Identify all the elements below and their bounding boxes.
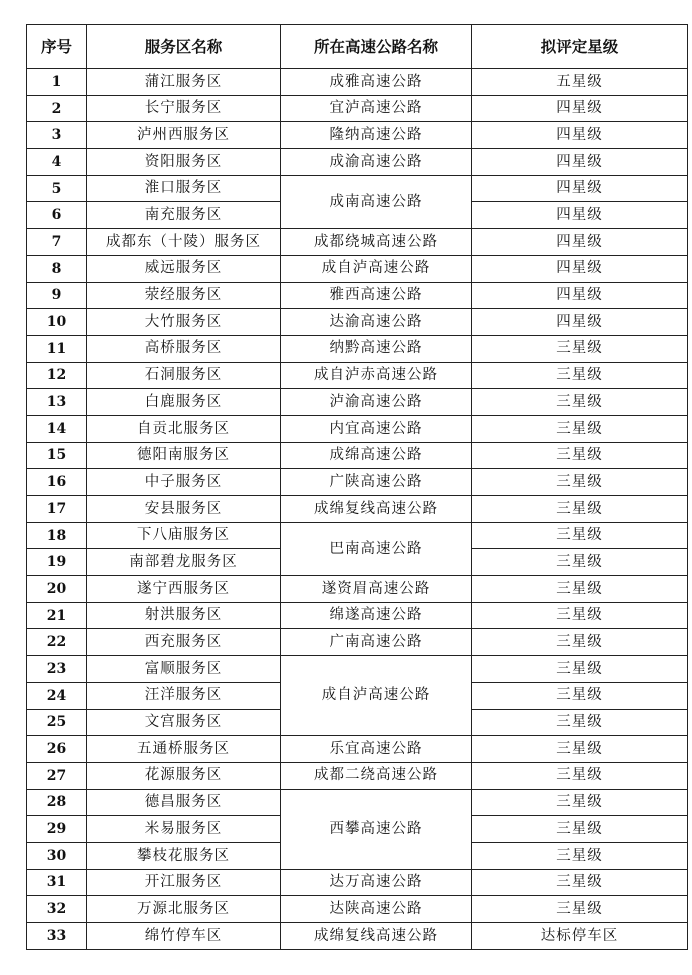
star-level: 四星级 [472,255,688,282]
service-area-name: 泸州西服务区 [87,122,281,149]
row-number: 19 [27,549,87,576]
highway-name: 广南高速公路 [281,629,472,656]
star-level: 三星级 [472,522,688,549]
star-level: 四星级 [472,309,688,336]
star-level: 三星级 [472,469,688,496]
row-number: 11 [27,335,87,362]
row-number: 14 [27,415,87,442]
highway-name: 泸渝高速公路 [281,389,472,416]
table-row [27,789,688,816]
table-row [27,389,688,416]
row-number: 30 [27,842,87,869]
table-row [27,656,688,683]
star-level: 三星级 [472,896,688,923]
service-area-name: 石洞服务区 [87,362,281,389]
star-level: 三星级 [472,789,688,816]
highway-name: 成自泸赤高速公路 [281,362,472,389]
highway-name: 纳黔高速公路 [281,335,472,362]
service-area-name: 中子服务区 [87,469,281,496]
highway-name: 成雅高速公路 [281,69,472,96]
highway-name: 达陕高速公路 [281,896,472,923]
service-area-name: 汪洋服务区 [87,682,281,709]
table-row [27,69,688,96]
row-number: 28 [27,789,87,816]
highway-name: 乐宜高速公路 [281,736,472,763]
row-number: 2 [27,95,87,122]
table-row [27,736,688,763]
highway-name: 成绵高速公路 [281,442,472,469]
service-area-name: 德昌服务区 [87,789,281,816]
service-area-name: 米易服务区 [87,816,281,843]
service-area-name: 花源服务区 [87,762,281,789]
highway-name: 成都二绕高速公路 [281,762,472,789]
service-area-name: 绵竹停车区 [87,923,281,950]
table-row [27,415,688,442]
table-row [27,309,688,336]
star-level: 三星级 [472,842,688,869]
table-row [27,522,688,549]
highway-name: 隆纳高速公路 [281,122,472,149]
star-level: 三星级 [472,415,688,442]
table-row [27,149,688,176]
service-area-name: 万源北服务区 [87,896,281,923]
table-row [27,229,688,256]
service-area-name: 文宫服务区 [87,709,281,736]
highway-name: 绵遂高速公路 [281,602,472,629]
table-row [27,469,688,496]
star-level: 四星级 [472,149,688,176]
service-area-name: 资阳服务区 [87,149,281,176]
service-area-name: 大竹服务区 [87,309,281,336]
star-level: 四星级 [472,282,688,309]
row-number: 26 [27,736,87,763]
service-area-name: 南充服务区 [87,202,281,229]
table-body [27,69,688,950]
table-row [27,602,688,629]
row-number: 32 [27,896,87,923]
star-level: 三星级 [472,576,688,603]
table-row [27,122,688,149]
header-service-area-name: 服务区名称 [87,25,281,69]
highway-name: 遂资眉高速公路 [281,576,472,603]
service-area-name: 下八庙服务区 [87,522,281,549]
table-row [27,629,688,656]
service-area-name: 荥经服务区 [87,282,281,309]
star-level: 达标停车区 [472,923,688,950]
row-number: 15 [27,442,87,469]
service-area-name: 德阳南服务区 [87,442,281,469]
highway-name: 达万高速公路 [281,869,472,896]
table-row [27,576,688,603]
row-number: 20 [27,576,87,603]
service-area-name: 白鹿服务区 [87,389,281,416]
service-area-name: 南部碧龙服务区 [87,549,281,576]
row-number: 18 [27,522,87,549]
row-number: 9 [27,282,87,309]
star-level: 四星级 [472,202,688,229]
row-number: 8 [27,255,87,282]
row-number: 29 [27,816,87,843]
row-number: 22 [27,629,87,656]
star-level: 三星级 [472,682,688,709]
row-number: 25 [27,709,87,736]
star-level: 三星级 [472,869,688,896]
service-area-name: 五通桥服务区 [87,736,281,763]
row-number: 1 [27,69,87,96]
row-number: 7 [27,229,87,256]
star-level: 三星级 [472,656,688,683]
highway-name: 广陕高速公路 [281,469,472,496]
row-number: 4 [27,149,87,176]
service-area-name: 遂宁西服务区 [87,576,281,603]
row-number: 5 [27,175,87,202]
row-number: 27 [27,762,87,789]
star-level: 三星级 [472,602,688,629]
row-number: 31 [27,869,87,896]
star-level: 四星级 [472,175,688,202]
service-area-name: 西充服务区 [87,629,281,656]
table-row [27,896,688,923]
row-number: 16 [27,469,87,496]
header-no: 序号 [27,25,87,69]
star-level: 三星级 [472,362,688,389]
service-area-name: 长宁服务区 [87,95,281,122]
highway-name: 成自泸高速公路 [281,656,472,736]
service-area-name: 淮口服务区 [87,175,281,202]
highway-name: 西攀高速公路 [281,789,472,869]
service-area-name: 蒲江服务区 [87,69,281,96]
star-level: 四星级 [472,95,688,122]
table-row [27,762,688,789]
table-row [27,175,688,202]
star-level: 三星级 [472,709,688,736]
row-number: 23 [27,656,87,683]
row-number: 3 [27,122,87,149]
service-area-name: 射洪服务区 [87,602,281,629]
service-area-name: 富顺服务区 [87,656,281,683]
table-row [27,869,688,896]
row-number: 13 [27,389,87,416]
highway-name: 雅西高速公路 [281,282,472,309]
star-level: 三星级 [472,549,688,576]
highway-name: 达渝高速公路 [281,309,472,336]
highway-name: 成南高速公路 [281,175,472,228]
highway-name: 宜泸高速公路 [281,95,472,122]
star-level: 三星级 [472,629,688,656]
table-row [27,442,688,469]
row-number: 21 [27,602,87,629]
service-area-name: 攀枝花服务区 [87,842,281,869]
service-area-name: 开江服务区 [87,869,281,896]
row-number: 17 [27,496,87,523]
star-level: 四星级 [472,122,688,149]
table-row [27,95,688,122]
service-area-name: 成都东（十陵）服务区 [87,229,281,256]
service-area-name: 自贡北服务区 [87,415,281,442]
service-area-name: 高桥服务区 [87,335,281,362]
service-area-name: 安县服务区 [87,496,281,523]
table-row [27,362,688,389]
highway-name: 成都绕城高速公路 [281,229,472,256]
header-highway-name: 所在高速公路名称 [281,25,472,69]
table-row [27,496,688,523]
table-row [27,923,688,950]
star-level: 四星级 [472,229,688,256]
star-level: 三星级 [472,762,688,789]
header-star-level: 拟评定星级 [472,25,688,69]
star-level: 三星级 [472,442,688,469]
table-row [27,335,688,362]
star-level: 三星级 [472,736,688,763]
star-level: 三星级 [472,335,688,362]
highway-name: 成渝高速公路 [281,149,472,176]
table-row [27,255,688,282]
row-number: 33 [27,923,87,950]
table-row [27,282,688,309]
service-area-rating-table [26,24,688,950]
highway-name: 成自泸高速公路 [281,255,472,282]
highway-name: 内宜高速公路 [281,415,472,442]
row-number: 24 [27,682,87,709]
table-header-row [27,25,688,69]
star-level: 三星级 [472,389,688,416]
row-number: 12 [27,362,87,389]
row-number: 10 [27,309,87,336]
highway-name: 成绵复线高速公路 [281,496,472,523]
highway-name: 成绵复线高速公路 [281,923,472,950]
highway-name: 巴南高速公路 [281,522,472,575]
row-number: 6 [27,202,87,229]
star-level: 三星级 [472,496,688,523]
star-level: 三星级 [472,816,688,843]
star-level: 五星级 [472,69,688,96]
service-area-name: 威远服务区 [87,255,281,282]
